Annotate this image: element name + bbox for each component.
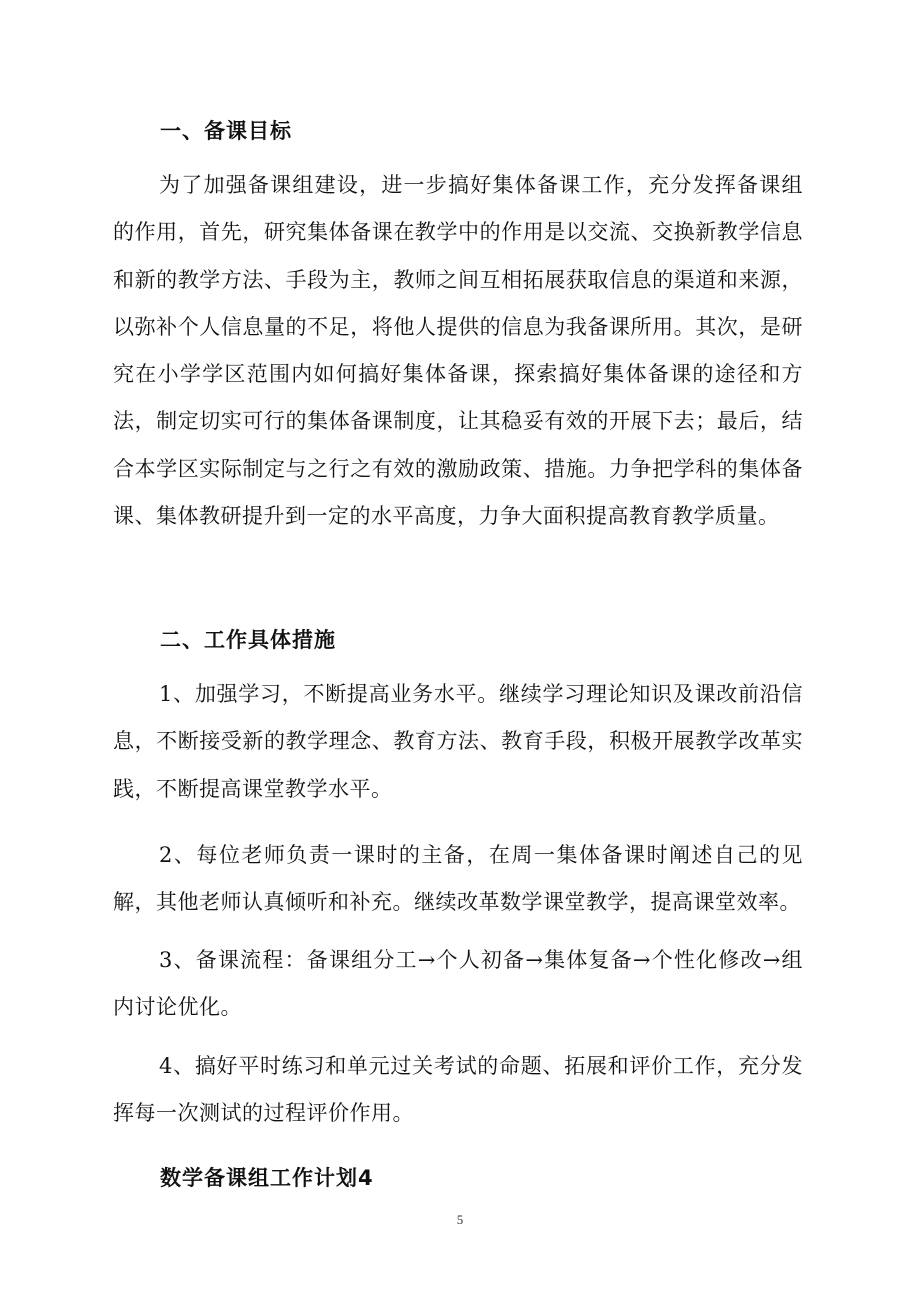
list-item-measure-3: 3、备课流程：备课组分工→个人初备→集体复备→个性化修改→组内讨论优化。: [113, 948, 803, 1020]
list-item-measure-1: 1、加强学习，不断提高业务水平。继续学习理论知识及课改前沿信息，不断接受新的教学理念、教育方法、教育手段，积极开展教学改革实践，不断提高课堂教学水平。: [113, 682, 803, 801]
section-heading-measures: 二、工作具体措施: [160, 628, 336, 652]
list-item-measure-4: 4、搞好平时练习和单元过关考试的命题、拓展和评价工作，充分发挥每一次测试的过程评价作用。: [113, 1054, 803, 1126]
section-heading-goals: 一、备课目标: [160, 119, 292, 143]
page-number: 5: [456, 1212, 464, 1227]
next-plan-title: 数学备课组工作计划4: [160, 1166, 374, 1190]
paragraph-goals: 为了加强备课组建设，进一步搞好集体备课工作，充分发挥备课组的作用，首先，研究集体备课在教学中的作用是以交流、交换新教学信息和新的教学方法、手段为主，教师之间互相拓展获取信息的渠道和来源，以弥补个人信息量的不足，将他人提供的信息为我备课所用。其次，是研究在小学学区范围内如何搞好集体备课，探索搞好集体备课的途径和方法，制定切实可行的集体备课制度，让其稳妥有效的开展下去；最后，结合本学区实际制定与之行之有效的激励政策、措施。力争把学科的集体备课、集体教研提升到一定的水平高度，力争大面积提高教育教学质量。: [113, 173, 803, 529]
list-item-measure-2: 2、每位老师负责一课时的主备，在周一集体备课时阐述自己的见解，其他老师认真倾听和补充。继续改革数学课堂教学，提高课堂效率。: [113, 843, 803, 915]
